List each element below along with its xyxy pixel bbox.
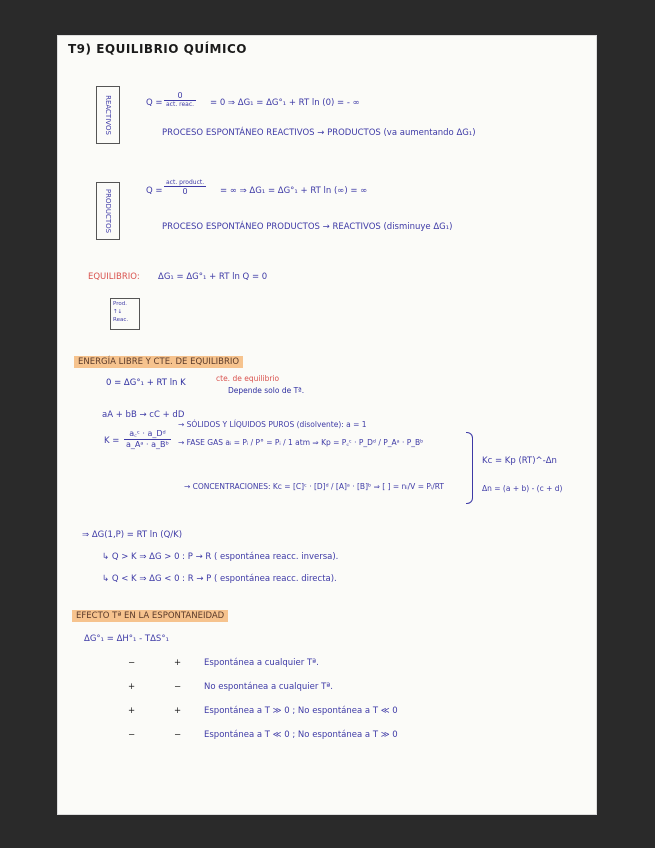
reactivos-box (96, 86, 120, 144)
k-label: K = (104, 436, 120, 446)
row-1-text: Espontánea a cualquier Tª. (204, 658, 319, 668)
kc-brace (466, 432, 473, 504)
reaction-equation: aA + bB → cC + dD (102, 410, 185, 420)
prod-label: Prod. (113, 301, 127, 307)
efecto-heading: EFECTO Tª EN LA ESPONTANEIDAD (72, 610, 228, 622)
reactivos-frac-num: 0 (164, 91, 196, 101)
productos-box-label: PRODUCTOS (104, 188, 112, 234)
row-2-text: No espontánea a cualquier Tª. (204, 682, 333, 692)
depende-note: Depende solo de Tª. (228, 386, 305, 395)
productos-proceso: PROCESO ESPONTÁNEO PRODUCTOS → REACTIVOS (disminuye ΔG₁) (162, 222, 453, 232)
row-2-s: − (174, 682, 182, 692)
page-title: T9) EQUILIBRIO QUÍMICO (68, 42, 247, 56)
row-1-h: − (128, 658, 136, 668)
energia-equation: 0 = ΔG°₁ + RT ln K (106, 378, 186, 388)
case-q-less-k: ↳ Q < K ⇒ ΔG < 0 : R → P ( espontánea reacc. directa). (102, 574, 337, 584)
equilibrio-equation: ΔG₁ = ΔG°₁ + RT ln Q = 0 (158, 272, 268, 282)
reactivos-proceso: PROCESO ESPONTÁNEO REACTIVOS → PRODUCTOS (va aumentando ΔG₁) (162, 128, 476, 138)
fase-gas-note: → FASE GAS aᵢ = Pᵢ / P° = Pᵢ / 1 atm ⇒ Kp = P꜀ᶜ · P_Dᵈ / P_Aᵃ · P_Bᵇ (178, 438, 424, 447)
notebook-page (58, 36, 596, 814)
row-2-h: + (128, 682, 136, 692)
solidos-note: → SÓLIDOS Y LÍQUIDOS PUROS (disolvente): a = 1 (178, 420, 367, 429)
productos-frac-num: act. product. (166, 179, 205, 186)
reactivos-fraction (164, 91, 196, 108)
row-4-h: − (128, 730, 136, 740)
k-frac-num: a꜀ᶜ · a_Dᵈ (124, 428, 171, 440)
productos-box (96, 182, 120, 240)
productos-frac-den: 0 (182, 187, 188, 196)
productos-fraction (164, 179, 206, 196)
row-3-text: Espontánea a T ≫ 0 ; No espontánea a T ≪ 0 (204, 706, 398, 716)
productos-q-label: Q = (146, 186, 163, 196)
reactivos-frac-den: act. reac. (166, 101, 195, 108)
productos-equation: = ∞ ⇒ ΔG₁ = ΔG°₁ + RT ln (∞) = ∞ (220, 186, 368, 196)
arrows-label: ↑↓ (113, 309, 123, 315)
equilibrio-label: EQUILIBRIO: (88, 272, 140, 282)
k-fraction (124, 428, 171, 449)
delta-g-equation: ⇒ ΔG(1,P) = RT ln (Q/K) (82, 530, 183, 540)
row-4-s: − (174, 730, 182, 740)
row-3-s: + (174, 706, 182, 716)
prod-reac-box (110, 298, 140, 330)
reactivos-equation: = 0 ⇒ ΔG₁ = ΔG°₁ + RT ln (0) = - ∞ (210, 98, 360, 108)
row-4-text: Espontánea a T ≪ 0 ; No espontánea a T ≫ 0 (204, 730, 398, 740)
reactivos-box-label: REACTIVOS (104, 95, 112, 135)
efecto-equation: ΔG°₁ = ΔH°₁ - TΔS°₁ (84, 634, 169, 644)
k-frac-den: a_Aᵃ · a_Bᵇ (126, 440, 169, 449)
row-1-s: + (174, 658, 182, 668)
kc-kp-relation: Kc = Kp (RT)^-Δn (482, 456, 557, 466)
row-3-h: + (128, 706, 136, 716)
delta-n-relation: Δn = (a + b) - (c + d) (482, 484, 563, 493)
reac-label: Reac. (113, 317, 129, 323)
reactivos-q-label: Q = (146, 98, 163, 108)
concentraciones-note: → CONCENTRACIONES: Kc = [C]ᶜ · [D]ᵈ / [A]ᵃ · [B]ᵇ ⇒ [ ] = nᵢ/V = Pᵢ/RT (184, 482, 444, 491)
energia-heading: ENERGÍA LIBRE Y CTE. DE EQUILIBRIO (74, 356, 243, 368)
cte-note: cte. de equilibrio (216, 374, 280, 383)
case-q-greater-k: ↳ Q > K ⇒ ΔG > 0 : P → R ( espontánea reacc. inversa). (102, 552, 339, 562)
